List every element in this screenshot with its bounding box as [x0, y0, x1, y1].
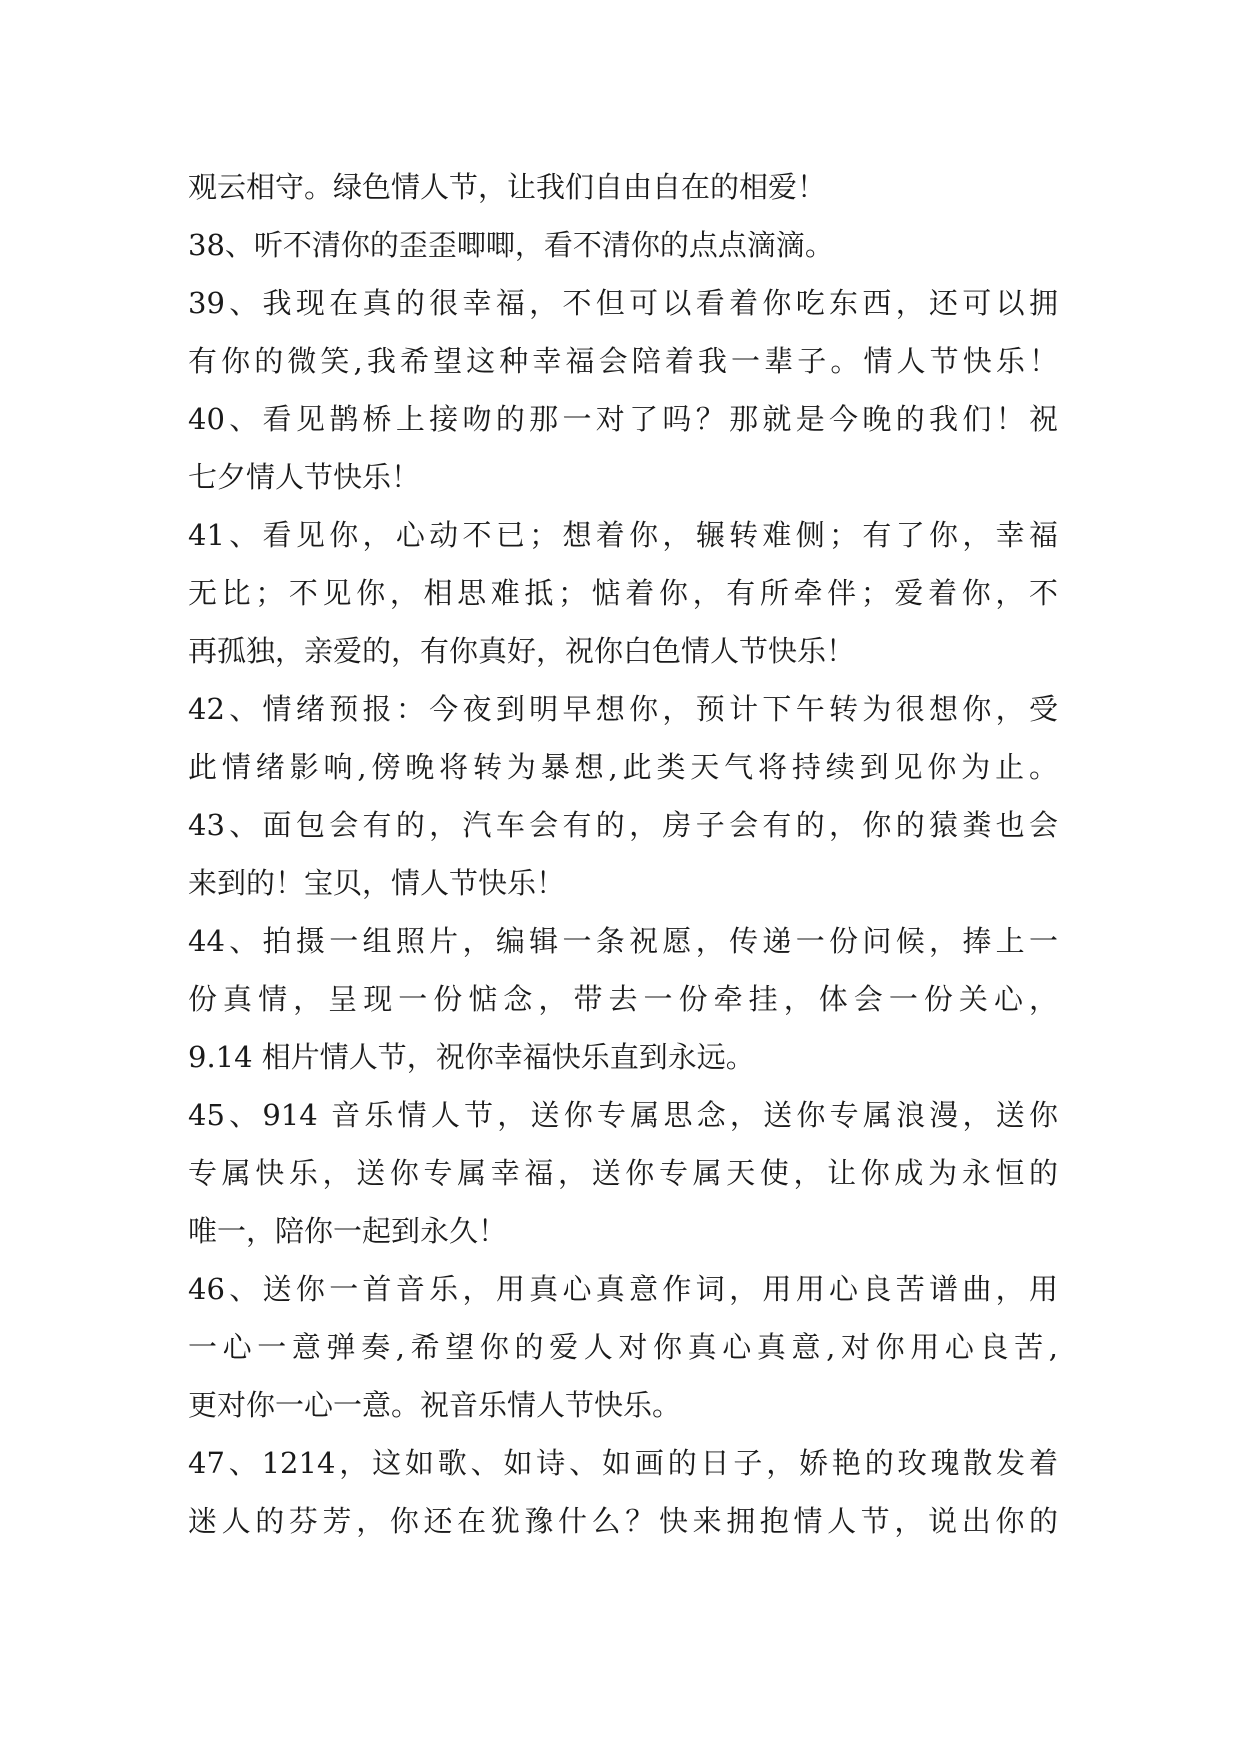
text-line: 观云相守。绿色情人节，让我们自由自在的相爱！: [188, 170, 827, 204]
text-line: 44、拍摄一组照片，编辑一条祝愿，传递一份问候，捧上一: [188, 924, 1058, 958]
text-line: 9.14 相片情人节，祝你幸福快乐直到永远。: [188, 1040, 755, 1074]
text-line: 专属快乐，送你专属幸福，送你专属天使，让你成为永恒的: [188, 1156, 1058, 1190]
text-line: 38、听不清你的歪歪唧唧，看不清你的点点滴滴。: [188, 228, 834, 262]
text-line: 42、情绪预报：今夜到明早想你，预计下午转为很想你，受: [188, 692, 1058, 726]
text-line: 来到的！宝贝，情人节快乐！: [188, 866, 566, 900]
text-line: 40、看见鹊桥上接吻的那一对了吗？那就是今晚的我们！祝: [188, 402, 1058, 436]
text-line: 有你的微笑,我希望这种幸福会陪着我一辈子。情人节快乐！: [188, 344, 1058, 378]
text-line: 43、面包会有的，汽车会有的，房子会有的，你的猿粪也会: [188, 808, 1058, 842]
document-body: [188, 158, 1058, 1550]
text-line: 46、送你一首音乐，用真心真意作词，用用心良苦谱曲，用: [188, 1272, 1058, 1306]
text-line: 再孤独，亲爱的，有你真好，祝你白色情人节快乐！: [188, 634, 856, 668]
text-line: 41、看见你，心动不已；想着你，辗转难侧；有了你，幸福: [188, 518, 1058, 552]
text-line: 45、914 音乐情人节，送你专属思念，送你专属浪漫，送你: [188, 1098, 1058, 1132]
text-line: 47、1214，这如歌、如诗、如画的日子，娇艳的玫瑰散发着: [188, 1446, 1058, 1480]
text-line: 份真情，呈现一份惦念，带去一份牵挂，体会一份关心，: [188, 982, 1058, 1016]
text-line: 更对你一心一意。祝音乐情人节快乐。: [188, 1388, 682, 1422]
text-line: 此情绪影响,傍晚将转为暴想,此类天气将持续到见你为止。: [188, 750, 1058, 784]
text-line: 一心一意弹奏,希望你的爱人对你真心真意,对你用心良苦,: [188, 1330, 1058, 1364]
text-line: 无比；不见你，相思难抵；惦着你，有所牵伴；爱着你，不: [188, 576, 1058, 610]
text-line: 七夕情人节快乐！: [188, 460, 421, 494]
text-line: 唯一，陪你一起到永久！: [188, 1214, 508, 1248]
text-line: 迷人的芬芳，你还在犹豫什么？快来拥抱情人节，说出你的: [188, 1504, 1058, 1538]
text-line: 39、我现在真的很幸福，不但可以看着你吃东西，还可以拥: [188, 286, 1058, 320]
